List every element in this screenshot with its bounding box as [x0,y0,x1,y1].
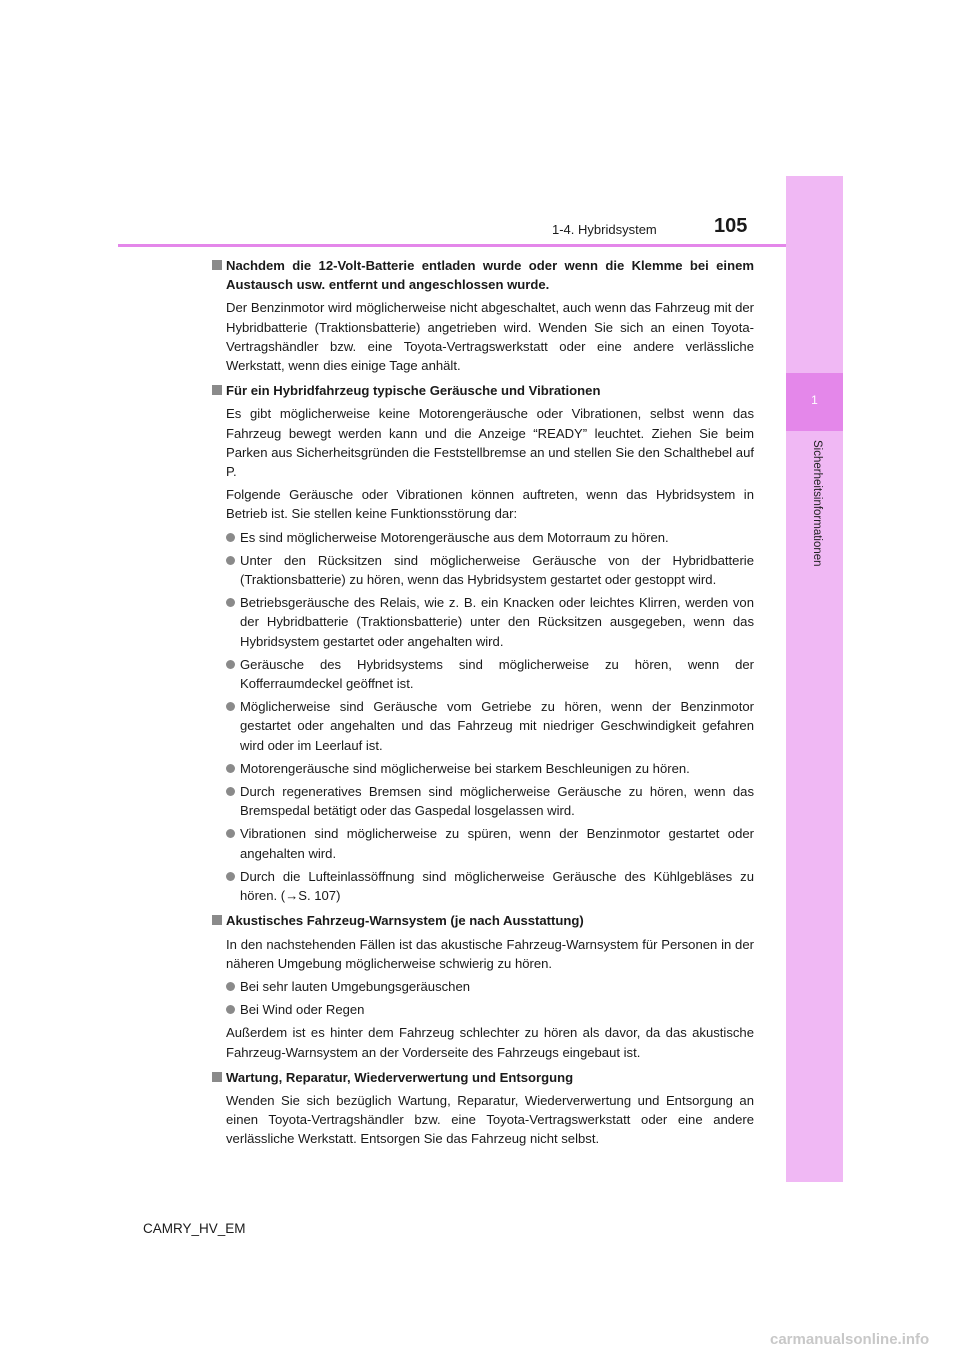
circle-bullet-icon [226,660,235,669]
page-number: 105 [714,215,748,237]
circle-bullet-icon [226,1005,235,1014]
circle-bullet-icon [226,702,235,711]
paragraph: Außerdem ist es hinter dem Fahrzeug schlechter zu hören als davor, da das akustische Fahrzeug-Warnsystem an der Vorderseite des Fahrzeugs eingebaut ist. [226,1025,754,1060]
list-item: Betriebsgeräusche des Relais, wie z. B. ein Knacken oder leichtes Klirren, werden von der Hybridbatterie (Traktionsbatterie) unter den Rücksitzen ausgegeben, wenn das Hybridsystem gestartet oder angehalten wird. [212,593,754,651]
square-bullet-icon [212,1072,222,1082]
list-item: Motorengeräusche sind möglicherweise bei starkem Beschleunigen zu hören. [212,759,754,778]
list-item: Durch die Lufteinlassöffnung sind möglicherweise Geräusche des Kühlgebläses zu hören. (→S. 107) [212,867,754,905]
list-item: Durch regeneratives Bremsen sind möglicherweise Geräusche zu hören, wenn das Bremspedal betätigt oder das Gaspedal losgelassen wird. [212,782,754,820]
circle-bullet-icon [226,787,235,796]
chapter-side-tab [786,176,843,1182]
main-content [212,256,754,1155]
model-code: CAMRY_HV_EM [143,1221,246,1236]
paragraph: Der Benzinmotor wird möglicherweise nicht abgeschaltet, auch wenn das Fahrzeug mit der Hybridbatterie (Traktionsbatterie) angetrieben wird. Wenden Sie sich an einen Toyota-Vertragshändler bzw. eine Toyota-Vertragswerkstatt oder eine andere verlässliche Werkstatt, wenn dies einige Tage anhält. [226,300,754,374]
section-heading: Für ein Hybridfahrzeug typische Geräusche und Vibrationen [212,381,754,400]
list-item: Möglicherweise sind Geräusche vom Getriebe zu hören, wenn der Benzinmotor gestartet oder angehalten und das Fahrzeug mit niedriger Geschwindigkeit gefahren wird oder im Leerlauf ist. [212,697,754,755]
circle-bullet-icon [226,556,235,565]
chapter-number-block [786,373,843,431]
circle-bullet-icon [226,598,235,607]
section-maintenance [212,1068,754,1149]
list-item: Es sind möglicherweise Motorengeräusche aus dem Motorraum zu hören. [212,528,754,547]
square-bullet-icon [212,915,222,925]
paragraph: Folgende Geräusche oder Vibrationen können auftreten, wenn das Hybridsystem in Betrieb ist. Sie stellen keine Funktionsstörung dar: [226,487,754,522]
list-item: Bei Wind oder Regen [212,1000,754,1019]
paragraph: Es gibt möglicherweise keine Motorengeräusche oder Vibrationen, selbst wenn das Fahrzeug bewegt werden kann und die Anzeige “READY” leuchtet. Ziehen Sie beim Parken aus Sicherheitsgründen die Feststellbremse an und stellen Sie den Schalthebel auf P. [226,406,754,480]
square-bullet-icon [212,260,222,270]
list-item: Vibrationen sind möglicherweise zu spüren, wenn der Benzinmotor gestartet oder angehalten wird. [212,824,754,862]
header-divider [118,244,786,247]
section-heading: Wartung, Reparatur, Wiederverwertung und Entsorgung [212,1068,754,1087]
section-hybrid-noises [212,381,754,905]
circle-bullet-icon [226,982,235,991]
circle-bullet-icon [226,764,235,773]
list-item: Geräusche des Hybridsystems sind möglicherweise zu hören, wenn der Kofferraumdeckel geöffnet ist. [212,655,754,693]
section-12v-battery [212,256,754,375]
chapter-number: 1 [811,393,818,407]
watermark: carmanualsonline.info [770,1331,930,1348]
section-heading: Akustisches Fahrzeug-Warnsystem (je nach Ausstattung) [212,911,754,930]
circle-bullet-icon [226,533,235,542]
section-heading: Nachdem die 12-Volt-Batterie entladen wurde oder wenn die Klemme bei einem Austausch usw. entfernt und angeschlossen wurde. [212,256,754,294]
list-item: Bei sehr lauten Umgebungsgeräuschen [212,977,754,996]
paragraph: In den nachstehenden Fällen ist das akustische Fahrzeug-Warnsystem für Personen in der näheren Umgebung möglicherweise schwierig zu hören. [226,936,754,971]
section-title: 1-4. Hybridsystem [552,222,657,237]
circle-bullet-icon [226,872,235,881]
chapter-label: Sicherheitsinformationen [811,440,823,567]
list-item: Unter den Rücksitzen sind möglicherweise Geräusche von der Hybridbatterie (Traktionsbatterie) zu hören, wenn das Hybridsystem gestartet oder gestoppt wird. [212,551,754,589]
square-bullet-icon [212,385,222,395]
circle-bullet-icon [226,829,235,838]
section-acoustic-warning [212,911,754,1061]
paragraph: Wenden Sie sich bezüglich Wartung, Reparatur, Wiederverwertung und Entsorgung an einen Toyota-Vertragshändler bzw. eine Toyota-Vertragswerkstatt oder eine andere verlässliche Werkstatt. Entsorgen Sie das Fahrzeug nicht selbst. [226,1092,754,1147]
